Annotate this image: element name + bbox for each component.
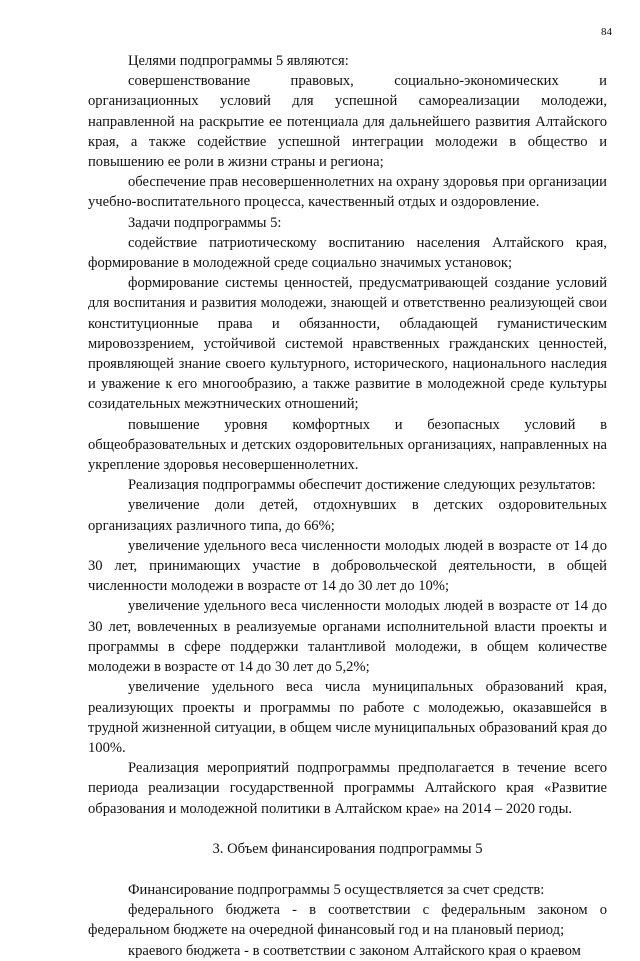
paragraph-result-4: увеличение удельного веса числа муниципальных образований края, реализующих проекты и программы по работе с молодежью, оказавшейся в трудной жизненной ситуации, в общем числе муниципальных образований края до 100%. bbox=[88, 679, 607, 756]
paragraph-goal-1: совершенствование правовых, социально-экономических и организационных условий для успешной самореализации молодежи, направленной на раскрытие ее потенциала для дальнейшего развития Алтайского края, а также содействие успешной интеграции молодежи в общество и повышению ее роли в жизни страны и региона; bbox=[88, 73, 607, 171]
body-text bbox=[88, 51, 607, 961]
paragraph-goals-intro: Целями подпрограммы 5 являются: bbox=[128, 53, 349, 69]
paragraph-result-3: увеличение удельного веса численности молодых людей в возрасте от 14 до 30 лет, вовлеченных в реализуемые органами исполнительной власти проекты и программы в сфере поддержки талантливой молодежи, в общем количестве молодежи в возрасте от 14 до 30 лет до 5,2%; bbox=[88, 598, 607, 676]
page-number: 84 bbox=[601, 26, 612, 38]
paragraph-goal-2: обеспечение прав несовершеннолетних на охрану здоровья при организации учебно-воспитательного процесса, качественный отдых и оздоровление. bbox=[88, 174, 607, 211]
paragraph-federal-budget: федерального бюджета - в соответствии с федеральным законом о федеральном бюджете на очередной финансовый год и на плановый период; bbox=[88, 902, 607, 939]
paragraph-task-2: формирование системы ценностей, предусматривающей создание условий для воспитания и развития молодежи, знающей и ответственно реализующей свои конституционные права и обязанности, обладающей гуманистическим мировоззрением, устойчивой системой нравственных гражданских ценностей, проявляющей знание своего культурного, исторического, национального наследия и уважение к его многообразию, а также развитие в молодежной среде культуры созидательных межэтнических отношений; bbox=[88, 275, 607, 413]
paragraph-task-1: содействие патриотическому воспитанию населения Алтайского края, формирование в молодежной среде социально значимых установок; bbox=[88, 234, 607, 272]
section-heading: 3. Объем финансирования подпрограммы 5 bbox=[212, 840, 483, 857]
paragraph-regional-budget: краевого бюджета - в соответствии с законом Алтайского края о краевом bbox=[128, 942, 581, 959]
paragraph-task-3: повышение уровня комфортных и безопасных условий в общеобразовательных и детских оздоровительных организациях, направленных на укрепление здоровья несовершеннолетних. bbox=[88, 416, 607, 474]
paragraph-implementation-period: Реализация мероприятий подпрограммы предполагается в течение всего периода реализации государственной программы Алтайского края «Развитие образования и молодежной политики в Алтайском крае» на 2014 – 2020 годы. bbox=[88, 760, 607, 817]
paragraph-financing-intro: Финансирование подпрограммы 5 осуществляется за счет средств: bbox=[128, 881, 545, 898]
paragraph-tasks-intro: Задачи подпрограммы 5: bbox=[128, 214, 282, 231]
paragraph-results-intro: Реализация подпрограммы обеспечит достижение следующих результатов: bbox=[128, 477, 596, 494]
paragraph-result-2: увеличение удельного веса численности молодых людей в возрасте от 14 до 30 лет, принимающих участие в добровольческой деятельности, в общей численности молодежи в возрасте от 14 до 30 лет до 10%; bbox=[88, 537, 607, 595]
paragraph-result-1: увеличение доли детей, отдохнувших в детских оздоровительных организациях различного типа, до 66%; bbox=[88, 497, 607, 534]
